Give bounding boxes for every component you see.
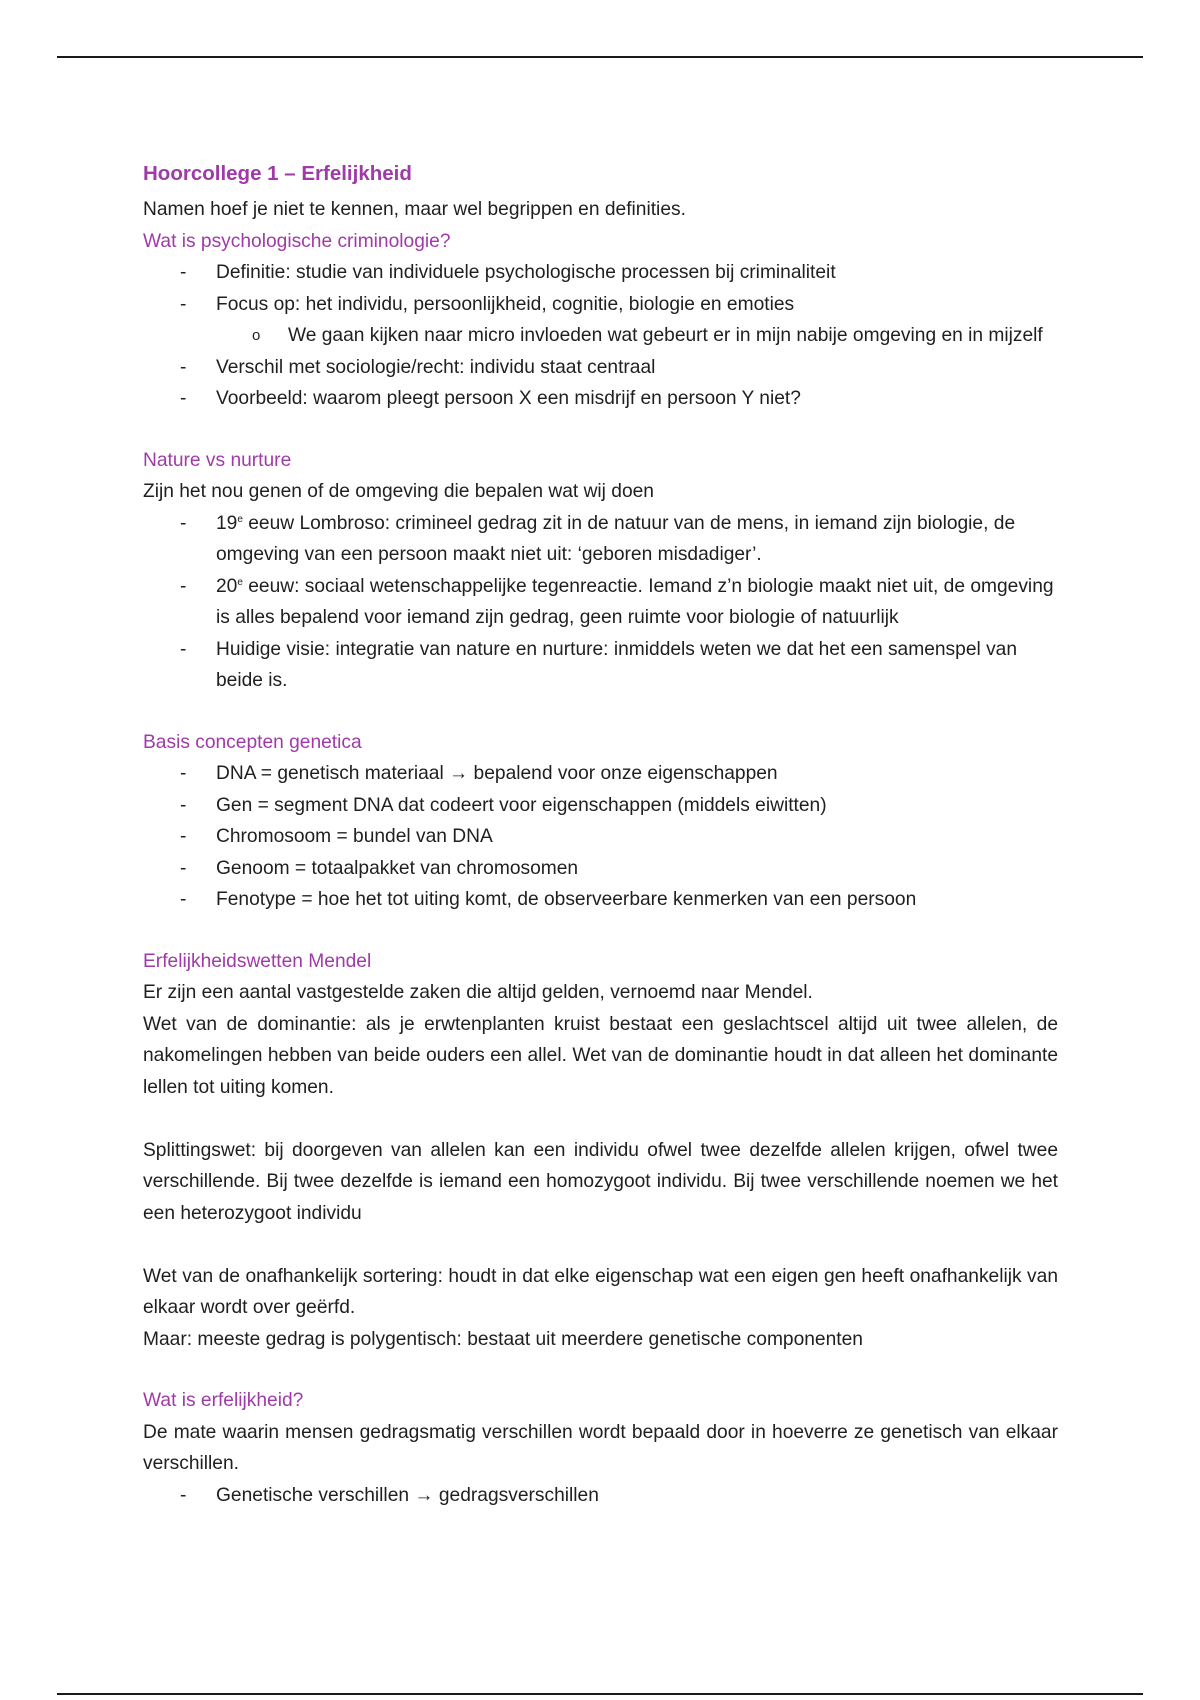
section-nature-nurture xyxy=(143,445,1058,697)
list-item: - 20e eeuw: sociaal wetenschappelijke tegenreactie. Iemand z’n biologie maakt niet uit, de omgeving is alles bepalend voor iemand zijn gedrag, geen ruimte voor biologie of natuurlijk xyxy=(143,571,1058,634)
sub-bullet-list xyxy=(216,320,1058,352)
list-item: - Verschil met sociologie/recht: individu staat centraal xyxy=(143,352,1058,384)
dash-bullet: - xyxy=(180,262,187,283)
dash-bullet: - xyxy=(180,638,187,660)
dash-bullet: - xyxy=(180,293,187,315)
dash-bullet: - xyxy=(180,1484,187,1506)
section-heading: Wat is erfelijkheid? xyxy=(143,1390,304,1411)
list-item: - Genetische verschillen → gedragsverschillen xyxy=(143,1480,1058,1512)
paragraph: Wet van de onafhankelijk sortering: houdt in dat elke eigenschap wat een eigen gen heeft onafhankelijk van elkaar wordt over geërfd. xyxy=(143,1265,1058,1318)
dash-bullet: - xyxy=(180,889,187,910)
dash-bullet: - xyxy=(180,857,187,879)
list-item: - 19e eeuw Lombroso: crimineel gedrag zit in de natuur van de mens, in iemand zijn biologie, de omgeving van een persoon maakt niet uit: ‘geboren misdadiger’. xyxy=(143,508,1058,571)
section-psychological-criminology xyxy=(143,226,1058,415)
paragraph: Maar: meeste gedrag is polygentisch: bestaat uit meerdere genetische componenten xyxy=(143,1328,863,1350)
list-item: - Huidige visie: integratie van nature en nurture: inmiddels weten we dat het een samenspel van beide is. xyxy=(143,634,1058,697)
list-item: - Fenotype = hoe het tot uiting komt, de observeerbare kenmerken van een persoon xyxy=(143,884,1058,916)
sub-list-item: o We gaan kijken naar micro invloeden wat gebeurt er in mijn nabije omgeving en in mijzelf xyxy=(216,320,1058,352)
section-heading: Wat is psychologische criminologie? xyxy=(143,230,451,252)
paragraph: Splittingswet: bij doorgeven van allelen kan een individu ofwel twee dezelfde allelen krijgen, ofwel twee verschillende. Bij twee dezelfde is iemand een homozygoot individu. Bij twee verschillende noemen we het een heterozygoot individu xyxy=(143,1139,1058,1224)
list-item: - Focus op: het individu, persoonlijkheid, cognitie, biologie en emoties o We gaan kijken naar micro invloeden wat gebeurt er in mijn nabije omgeving en in mijzelf xyxy=(143,289,1058,352)
section-genetics-basics xyxy=(143,727,1058,916)
dash-bullet: - xyxy=(180,826,187,847)
dash-bullet: - xyxy=(180,763,187,784)
paragraph: Er zijn een aantal vastgestelde zaken die altijd gelden, vernoemd naar Mendel. xyxy=(143,982,813,1003)
bullet-list xyxy=(143,508,1058,697)
section-intro: Zijn het nou genen of de omgeving die bepalen wat wij doen xyxy=(143,481,654,502)
section-mendel-laws xyxy=(143,946,1058,1356)
list-item: - Definitie: studie van individuele psychologische processen bij criminaliteit xyxy=(143,257,1058,289)
bullet-list xyxy=(143,758,1058,916)
dash-bullet: - xyxy=(180,388,187,409)
dash-bullet: - xyxy=(180,356,187,378)
bullet-list xyxy=(143,1480,1058,1512)
section-heritability xyxy=(143,1385,1058,1511)
dash-bullet: - xyxy=(180,575,187,597)
paragraph: De mate waarin mensen gedragsmatig verschillen wordt bepaald door in hoeverre ze genetisch van elkaar verschillen. xyxy=(143,1421,1058,1474)
dash-bullet: - xyxy=(180,794,187,816)
dash-bullet: - xyxy=(180,512,187,534)
list-item: - Voorbeeld: waarom pleegt persoon X een misdrijf en persoon Y niet? xyxy=(143,383,1058,415)
bullet-list xyxy=(143,257,1058,415)
page-title: Hoorcollege 1 – Erfelijkheid xyxy=(143,162,412,185)
list-item: - Gen = segment DNA dat codeert voor eigenschappen (middels eiwitten) xyxy=(143,790,1058,822)
list-item: - Genoom = totaalpakket van chromosomen xyxy=(143,853,1058,885)
section-heading: Nature vs nurture xyxy=(143,449,292,471)
intro-text: Namen hoef je niet te kennen, maar wel begrippen en definities. xyxy=(143,199,686,220)
footer-rule xyxy=(57,1693,1143,1695)
paragraph: Wet van de dominantie: als je erwtenplanten kruist bestaat een geslachtscel altijd uit twee allelen, de nakomelingen hebben van beide ouders een allel. Wet van de dominantie houdt in dat alleen het dominante lellen tot uiting komen. xyxy=(143,1013,1058,1098)
header-rule xyxy=(57,56,1143,58)
section-heading: Basis concepten genetica xyxy=(143,731,362,753)
list-item: - Chromosoom = bundel van DNA xyxy=(143,821,1058,853)
circle-bullet: o xyxy=(252,327,261,344)
section-heading: Erfelijkheidswetten Mendel xyxy=(143,950,372,972)
document-body xyxy=(143,158,1058,1511)
list-item: - DNA = genetisch materiaal → bepalend voor onze eigenschappen xyxy=(143,758,1058,790)
